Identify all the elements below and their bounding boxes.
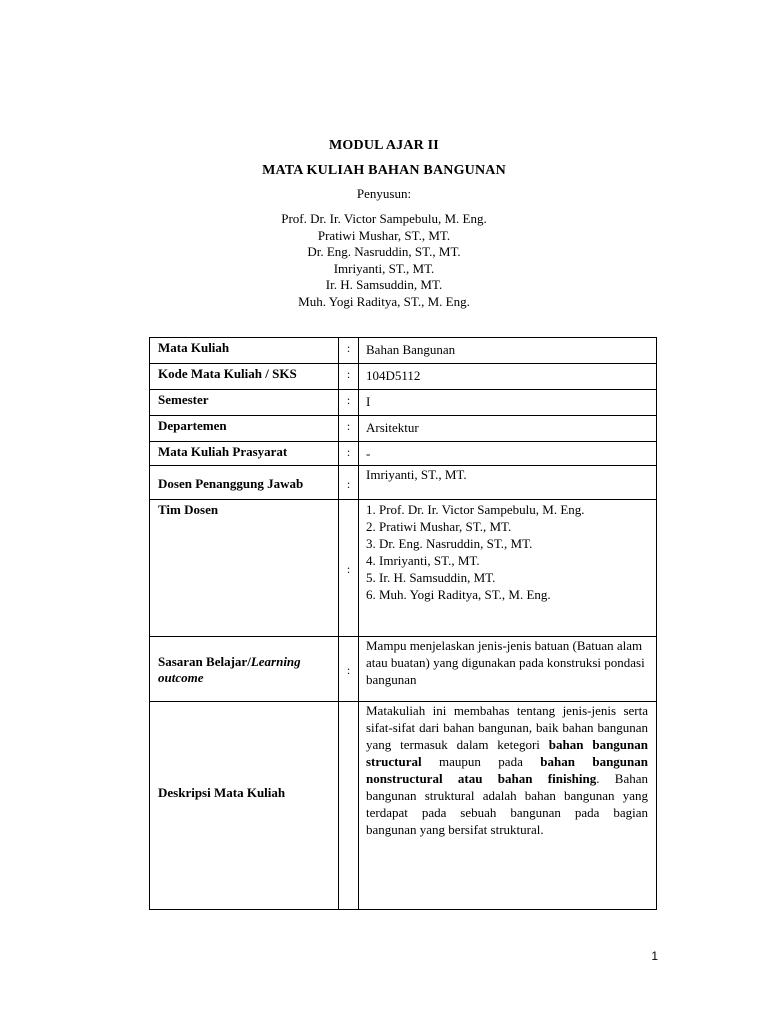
departemen-label: Departemen (150, 416, 339, 442)
deskripsi-bold: bahan bangunan structural (366, 737, 648, 769)
list-item: 3. Dr. Eng. Nasruddin, ST., MT. (366, 536, 533, 551)
table-row (150, 500, 657, 637)
author-list (0, 211, 768, 310)
colon: : (339, 390, 359, 416)
table-row (150, 390, 657, 416)
tim-dosen-list (359, 500, 657, 637)
author-name: Ir. H. Samsuddin, MT. (325, 277, 443, 292)
sasaran-value: Mampu menjelaskan jenis-jenis batuan (Batuan alam atau buatan) yang digunakan pada konstruksi pondasi bangunan (359, 637, 657, 702)
departemen-value: Arsitektur (359, 416, 657, 442)
kode-label: Kode Mata Kuliah / SKS (150, 364, 339, 390)
deskripsi-value (359, 702, 657, 910)
table-row (150, 702, 657, 910)
author-name: Prof. Dr. Ir. Victor Sampebulu, M. Eng. (281, 211, 487, 226)
dosen-pj-label: Dosen Penanggung Jawab (150, 466, 339, 500)
table-row (150, 416, 657, 442)
colon: : (339, 442, 359, 466)
deskripsi-text: maupun pada (421, 754, 541, 769)
deskripsi-label: Deskripsi Mata Kuliah (150, 702, 339, 910)
semester-label: Semester (150, 390, 339, 416)
author-name: Imriyanti, ST., MT. (333, 260, 435, 276)
mata-kuliah-value: Bahan Bangunan (359, 338, 657, 364)
course-title: MATA KULIAH BAHAN BANGUNAN (262, 163, 506, 178)
list-item: 6. Muh. Yogi Raditya, ST., M. Eng. (366, 587, 551, 602)
sasaran-label (150, 637, 339, 702)
list-item: 5. Ir. H. Samsuddin, MT. (366, 570, 496, 585)
prasyarat-value: - (359, 442, 657, 466)
deskripsi-text: . Bahan bangunan struktural adalah bahan bangunan yang terdapat pada sebuah bangunan pada bagian bangunan yang bersifat struktural. (366, 771, 648, 837)
list-item: 4. Imriyanti, ST., MT. (366, 553, 480, 568)
document-title: MODUL AJAR II (329, 138, 439, 153)
semester-value: I (359, 390, 657, 416)
author-name: Pratiwi Mushar, ST., MT. (317, 227, 451, 243)
penyusun-label: Penyusun: (356, 186, 412, 201)
table-row (150, 637, 657, 702)
author-name: Muh. Yogi Raditya, ST., M. Eng. (298, 293, 470, 309)
sasaran-label-text: Sasaran Belajar/ (158, 654, 251, 669)
dosen-pj-value: Imriyanti, ST., MT. (359, 466, 657, 500)
colon: : (339, 637, 359, 702)
kode-value: 104D5112 (359, 364, 657, 390)
table-row (150, 466, 657, 500)
prasyarat-label: Mata Kuliah Prasyarat (150, 442, 339, 466)
sasaran-label-italic: Learning outcome (158, 654, 301, 685)
table-row (150, 364, 657, 390)
author-name: Dr. Eng. Nasruddin, ST., MT. (307, 244, 461, 259)
colon: : (339, 416, 359, 442)
page-number: 1 (651, 949, 658, 963)
list-item: 2. Pratiwi Mushar, ST., MT. (366, 519, 512, 534)
colon: : (339, 338, 359, 364)
empty-cell (339, 702, 359, 910)
colon: : (339, 364, 359, 390)
table-row (150, 442, 657, 466)
course-info-table (149, 337, 657, 910)
colon: : (339, 500, 359, 637)
deskripsi-bold: bahan bangunan nonstructural atau bahan finishing (366, 754, 648, 786)
mata-kuliah-label: Mata Kuliah (150, 338, 339, 364)
colon: : (339, 466, 359, 500)
tim-dosen-label: Tim Dosen (150, 500, 339, 637)
list-item: 1. Prof. Dr. Ir. Victor Sampebulu, M. Eng. (366, 502, 585, 517)
table-row (150, 338, 657, 364)
deskripsi-text: Matakuliah ini membahas tentang jenis-jenis serta sifat-sifat dari bahan bangunan, baik bahan bangunan yang termasuk dalam ketegori (366, 703, 648, 752)
